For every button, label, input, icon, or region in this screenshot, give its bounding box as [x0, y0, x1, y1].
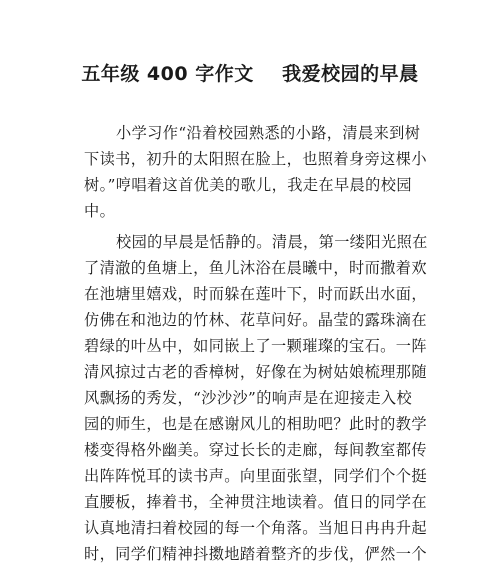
paragraph-2-line-13: 时，同学们精神抖擞地踏着整齐的步伐，俨然一个	[84, 545, 427, 563]
document-title: 五年级 400 字作文 我爱校园的早晨	[81, 63, 419, 85]
paragraph-2-line-12: 认真地清扫着校园的每一个角落。当旭日冉冉升起	[84, 519, 427, 537]
paragraph-2-line-3: 在池塘里嬉戏，时而躲在莲叶下，时而跃出水面，	[84, 285, 427, 303]
paragraph-2-line-10: 出阵阵悦耳的读书声。向里面张望，同学们个个挺	[84, 467, 427, 485]
paragraph-2-line-6: 清风掠过古老的香樟树，好像在为树姑娘梳理那随	[84, 363, 427, 381]
paragraph-2-line-2: 了清澈的鱼塘上，鱼儿沐浴在晨曦中，时而撒着欢	[84, 259, 427, 277]
paragraph-2-line-1: 校园的早晨是恬静的。清晨，第一缕阳光照在	[116, 233, 428, 251]
paragraph-2-line-5: 碧绿的叶丛中，如同嵌上了一颗璀璨的宝石。一阵	[84, 337, 427, 355]
paragraph-1-line-1: 小学习作“沿着校园熟悉的小路，清晨来到树	[116, 124, 421, 142]
paragraph-1-line-3: 树。”哼唱着这首优美的歌儿，我走在早晨的校园	[84, 176, 412, 194]
paragraph-2-line-8: 园的师生，也是在感谢风儿的相助吧？此时的教学	[84, 415, 427, 433]
paragraph-2-line-9: 楼变得格外幽美。穿过长长的走廊，每间教室都传	[84, 441, 427, 459]
paragraph-1-line-2: 下读书，初升的太阳照在脸上，也照着身旁这棵小	[84, 150, 427, 168]
document-body	[84, 120, 428, 567]
paragraph-2-line-7: 风飘扬的秀发，“沙沙沙”的响声是在迎接走入校	[84, 389, 413, 407]
paragraph-1-line-4: 中。	[84, 202, 116, 220]
paragraph-2-line-4: 仿佛在和池边的竹林、花草问好。晶莹的露珠滴在	[84, 311, 427, 329]
paragraph-2-line-11: 直腰板，捧着书，全神贯注地读着。值日的同学在	[84, 493, 427, 511]
